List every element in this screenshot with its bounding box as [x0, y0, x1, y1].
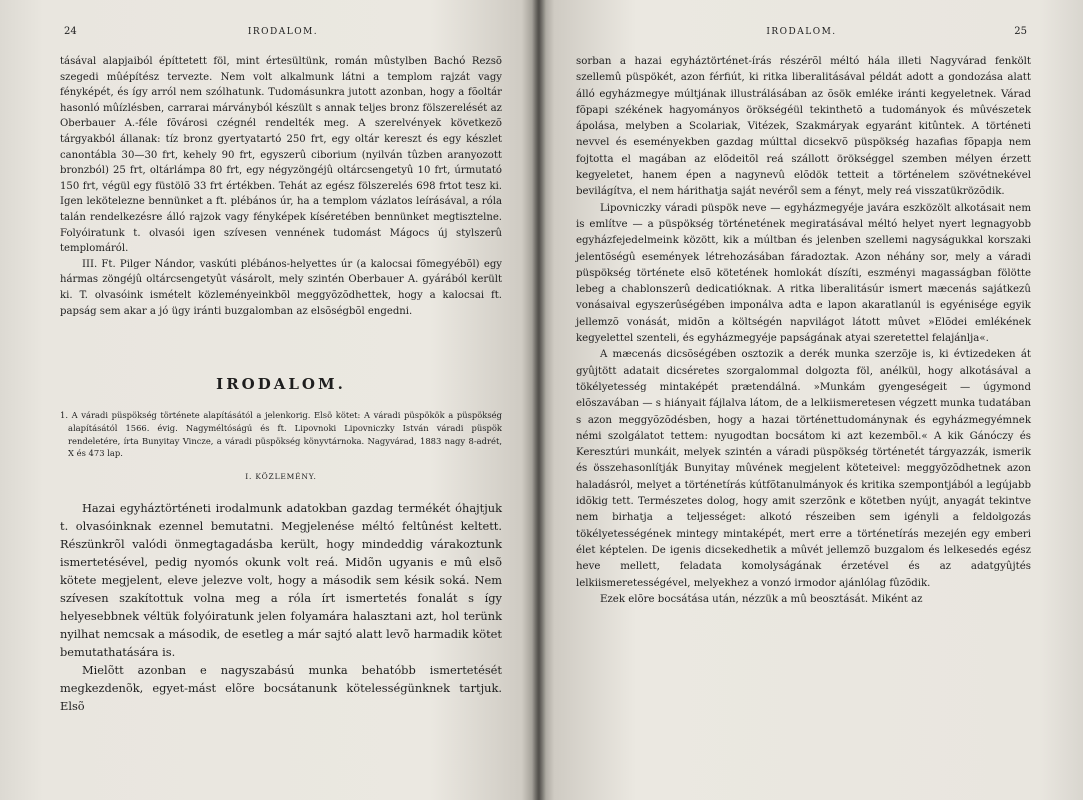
- installment-subheading: I. KÖZLEMÉNY.: [245, 472, 317, 482]
- right-page: [538, 0, 1083, 800]
- left-running-head: [60, 26, 502, 44]
- paragraph: sorban a hazai egyháztörténet-írás részérõl méltó hála illeti Nagyvárad fenkölt szellemû püspökét, azon férfiút, ki ritka liberalitásával példát adott a gondozása alatt álló egyházmegye múltjának illustrálásában az õsök emléke iránti kegyeletnek. Várad fõpapi székének hagyományos örökségéül tekinthetõ a tudományok és mûvészetek ápolása, melyben a Scolariak, Vitézek, Szakmáryak egyaránt kitûntek. A történeti nevvel és eseményekben gazdag múlttal dicsekvõ püspökség hazafias fõpapja nem fojtotta el magában az elõdeitõl reá szállott örökséggel szemben mélyen érzett kegyeletet, hanem épen a nagynevû elõdök tetteit a történelem szövétnekével bevilágítva, el nem hárithatja saját nevéről sem a fényt, mely reá visszatükrözõdik.: [576, 56, 1031, 198]
- bibliographic-entry: [60, 409, 502, 460]
- left-body: [60, 54, 502, 319]
- paragraph: A mæcenás dicsõségében osztozik a derék munka szerzõje is, ki évtizedeken át gyûjtött adatait dicséretes szorgalommal dolgozta föl, anélkül, hogy alkotásával a tökélyetesség mintaképét prætendálná. »Munkám gyengeségeit — úgymond elõszavában — s hiányait fájlalva látom, de a lelkiismeretesen végzett munka tudatában s azon meggyõzõdésben, hogy a hazai történettudománynak és egyházmegyémnek némi szolgálatot tettem: nyugodtan bocsátom ki azt kezembõl.« A kik Gánóczy és Keresztúri munkáit, melyek szintén a váradi püspökség történetét tárgyazzák, ismerik és összehasonlítják Bunyitay mûvének megjelent köteteivel: meggyõzõdhetnek azon haladásról, melyet a történetírás kútfõtanulmányok és kritika szempontjából a legújabb idõkig tett. Természetes dolog, hogy amit szerzõnk e kötetben nyújt, anyagát tekintve nem birhatja a teljességet: alkotó részeiben sem igényli a feldolgozás tökélyetességének mintegy mintaképét, mert erre a történetírás mezején egy emberi élet képtelen. De igenis dicsekedhetik a mûvét jellemzõ buzgalom és lelkesedés egész heve mellett, feladata komolyságának érzetével és az adatgyûjtés lelkiismeretességével, melyekhez a vonzó irmodor ajánlólag fûzõdik.: [576, 349, 1031, 589]
- paragraph: III. Ft. Pilger Nándor, vaskúti plébános-helyettes úr (a kalocsai fõmegyébõl) egy hármas zöngéjû oltárcsengetyût vásárolt, mely szintén Oberbauer A. gyárából került ki. T. olvasóink ismételt közleményeinkbõl meggyõzõdhettek, hogy a kalocsai ft. papság sem akar a jó ügy iránti buzgalomban az elsõségbõl engedni.: [60, 258, 502, 317]
- paragraph: Lipovniczky váradi püspök neve — egyházmegyéje javára eszközölt alkotásait nem is említve — a püspökség történetének megiratásával méltó helyet nyert legnagyobb egyházfejedelmeink között, kik a múltban és jelenben szellemi nagyságukkal korszaki jelentõségû események létrehozásában fáradoztak. Azon néhány sor, mely a váradi püspökség története elsõ kötetének homlokát díszíti, eszményi magasságban fölötte lebeg a chablonszerû dedicatióknak. A ritka liberalitásúr ismert mæcenás sajátkezû vonásaival egyszerûségében imponálva adta e lapon akaratlanúl is egyénisége egyik jellemzõ vonását, midõn a költségén napvilágot látott mûvet »Elõdei emlékének kegyelettel szenteli, és egyházmegyéje papságának atyai szeretettel felajánlja«.: [576, 202, 1031, 345]
- section-heading: IRODALOM.: [216, 375, 346, 394]
- right-running-title: IRODALOM.: [766, 27, 837, 37]
- paragraph: Ezek elõre bocsátása után, nézzük a mû beosztását. Miként az: [600, 593, 923, 605]
- right-page-number: 25: [1014, 26, 1027, 37]
- left-page-number: 24: [64, 26, 77, 37]
- left-running-title: IRODALOM.: [247, 27, 319, 37]
- right-body: [576, 54, 1031, 608]
- left-page: [0, 0, 538, 800]
- paragraph: Hazai egyháztörténeti irodalmunk adatokban gazdag termékét óhajtjuk t. olvasóinknak ezennel bemutatni. Megjelenése méltó feltûnést keltett. Részünkrõl valódi önmegtagadásba került, hogy mindeddig várakoztunk ismertetésével, pedig nyomós okunk volt reá. Midõn ugyanis e mû elsõ kötete megjelent, eleve jelezve volt, hogy a második sem késik soká. Nem szívesen szakítottuk volna meg a róla írt ismertetés fonalát s így helyesebbnek véltük folyóiratunk jelen folyamára halasztani azt, hol terünk nyilhat nemcsak a második, de esetleg a már sajtó alatt levõ harmadik kötet bemutathatására is.: [60, 501, 502, 660]
- paragraph: Mielõtt azonban e nagyszabású munka behatóbb ismertetését megkezdenõk, egyet-mást elõre bocsátanunk kötelességünknek tartjuk. Elsõ: [60, 663, 502, 714]
- review-body: [60, 499, 502, 715]
- right-running-head: [576, 26, 1031, 44]
- entry-text: 1. A váradi püspökség története alapításától a jelenkorig. Elsõ kötet: A váradi püspökök a püspökség alapításától 1566. évig. Nagyméltóságú és ft. Lipovnoki Lipovniczky István váradi püspök rendeletére, írta Bunyitay Vincze, a váradi püspökség könyvtárnoka. Nagyvárad, 1883 nagy 8-adrét, X és 473 lap.: [60, 410, 502, 459]
- paragraph: tásával alapjaiból építtetett föl, mint értesültünk, román mûstylben Bachó Rezsõ szegedi mûépítész tervezte. Nem volt alkalmunk látni a templom rajzát vagy fényképét, és így arról nem szólhatunk. Tudomásunkra jutott azonban, hogy a fõoltár hasonló mûízlésben, carrarai márványból készült s annak teljes bronz fölszerelését az Oberbauer A.-féle fõvárosi czégnél rendelték meg. A szerelvények következõ tárgyakból állanak: tíz bronz gyertyatartó 250 frt, egy oltár kereszt és egy készlet canontábla 30—30 frt, kehely 90 frt, egyszerû ciborium (nyilván tûzben aranyozott bronzból) 25 frt, oltárlámpa 80 frt, egy négyzöngéjû oltárcsengetyû 10 frt, úrmutató 150 frt, végül egy füstölõ 33 frt értékben. Tehát az egész fölszerelés 698 frtot tesz ki. Igen lekötelezne bennünket a ft. plébános úr, ha a templom vázlatos leírásával, a róla talán rendelkezésre álló rajzok vagy fényképek kíséretében bennünket megtisztelne. Folyóiratunk t. olvasói igen szívesen vennének tudomást Mágocs új stylszerû templomáról.: [60, 56, 502, 255]
